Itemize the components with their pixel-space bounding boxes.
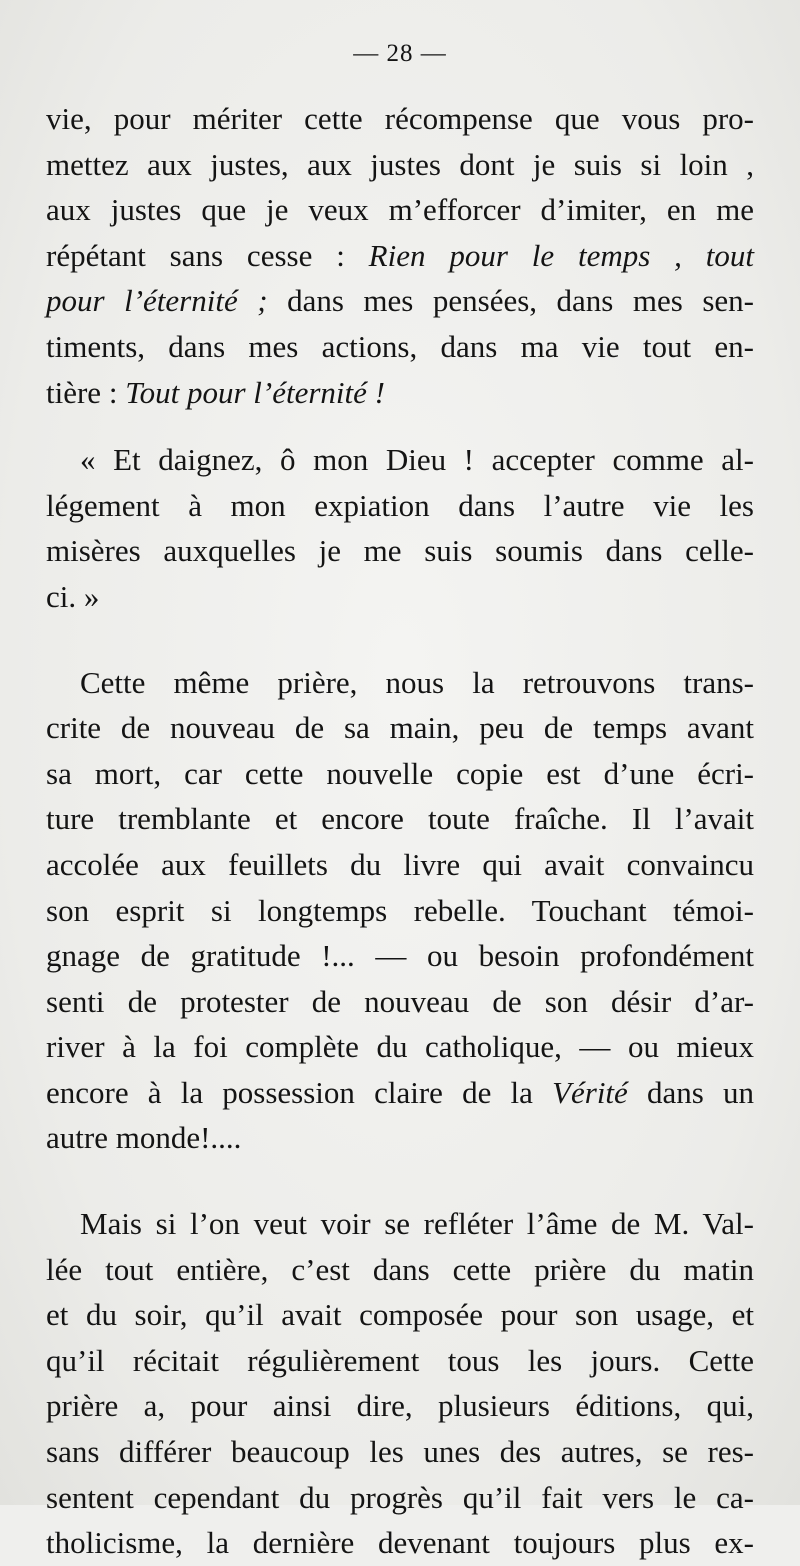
italic-quote: pour l’éternité ; xyxy=(46,283,268,319)
text-line: timents, dans mes actions, dans ma vie tout en- xyxy=(46,328,754,364)
text-line: ci. » xyxy=(46,578,100,614)
paragraph xyxy=(46,437,754,619)
text-line: vie, pour mériter cette récompense que vous pro- xyxy=(46,101,754,136)
text-line: aux justes que je veux m’efforcer d’imiter, en me xyxy=(46,192,754,228)
text-run: dans mes pensées, dans mes sen- xyxy=(267,283,754,319)
text-run: tière : xyxy=(46,374,126,410)
text-line: lée tout entière, c’est dans cette prière du matin xyxy=(46,1251,754,1287)
text-line: et du soir, qu’il avait composée pour son usage, et xyxy=(46,1297,754,1333)
text-line xyxy=(46,233,754,279)
text-line: river à la foi complète du catholique, — ou mieux xyxy=(46,1029,754,1065)
text-line: misères auxquelles je me suis soumis dans celle- xyxy=(46,533,754,569)
text-line: senti de protester de nouveau de son désir d’ar- xyxy=(46,983,754,1019)
text-run: encore à la possession claire de la xyxy=(46,1074,553,1110)
text-line: Mais si l’on veut voir se refléter l’âme de M. Val- xyxy=(80,1206,754,1242)
text-line: autre monde!.... xyxy=(46,1120,242,1156)
text-line: prière a, pour ainsi dire, plusieurs éditions, qui, xyxy=(46,1388,754,1424)
text-line: sans différer beaucoup les unes des autres, se res- xyxy=(46,1434,754,1470)
italic-quote: Tout pour l’éternité ! xyxy=(125,374,385,410)
text-line: accolée aux feuillets du livre qui avait convaincu xyxy=(46,846,754,882)
text-line: Cette même prière, nous la retrouvons trans- xyxy=(80,664,754,700)
text-line: ture tremblante et encore toute fraîche. Il l’avait xyxy=(46,801,754,837)
italic-word: Vérité xyxy=(552,1074,628,1110)
paragraph xyxy=(46,1201,754,1566)
paragraph xyxy=(46,96,754,415)
text-line: sa mort, car cette nouvelle copie est d’une écri- xyxy=(46,755,754,791)
italic-quote: Rien pour le temps , tout xyxy=(368,237,755,273)
text-line: gnage de gratitude !... — ou besoin profondément xyxy=(46,938,754,974)
text-line xyxy=(46,370,754,416)
text-line: son esprit si longtemps rebelle. Touchant témoi- xyxy=(46,892,754,928)
body-text xyxy=(46,96,754,1566)
text-line: « Et daignez, ô mon Dieu ! accepter comme al- xyxy=(80,442,754,478)
paragraph xyxy=(46,660,754,1162)
text-line: légement à mon expiation dans l’autre vie les xyxy=(46,487,754,523)
text-line: sentent cependant du progrès qu’il fait vers le ca- xyxy=(46,1479,754,1515)
text-line: tholicisme, la dernière devenant toujours plus ex- xyxy=(46,1525,754,1561)
page-number: — 28 — xyxy=(353,40,447,67)
text-line: qu’il récitait régulièrement tous les jours. Cette xyxy=(46,1342,754,1378)
text-line xyxy=(46,1070,754,1116)
text-line xyxy=(46,278,754,324)
text-run: répétant sans cesse : xyxy=(46,237,369,273)
text-line: crite de nouveau de sa main, peu de temps avant xyxy=(46,710,754,746)
text-line: mettez aux justes, aux justes dont je suis si loin , xyxy=(46,146,754,182)
text-run: dans un xyxy=(627,1074,754,1110)
